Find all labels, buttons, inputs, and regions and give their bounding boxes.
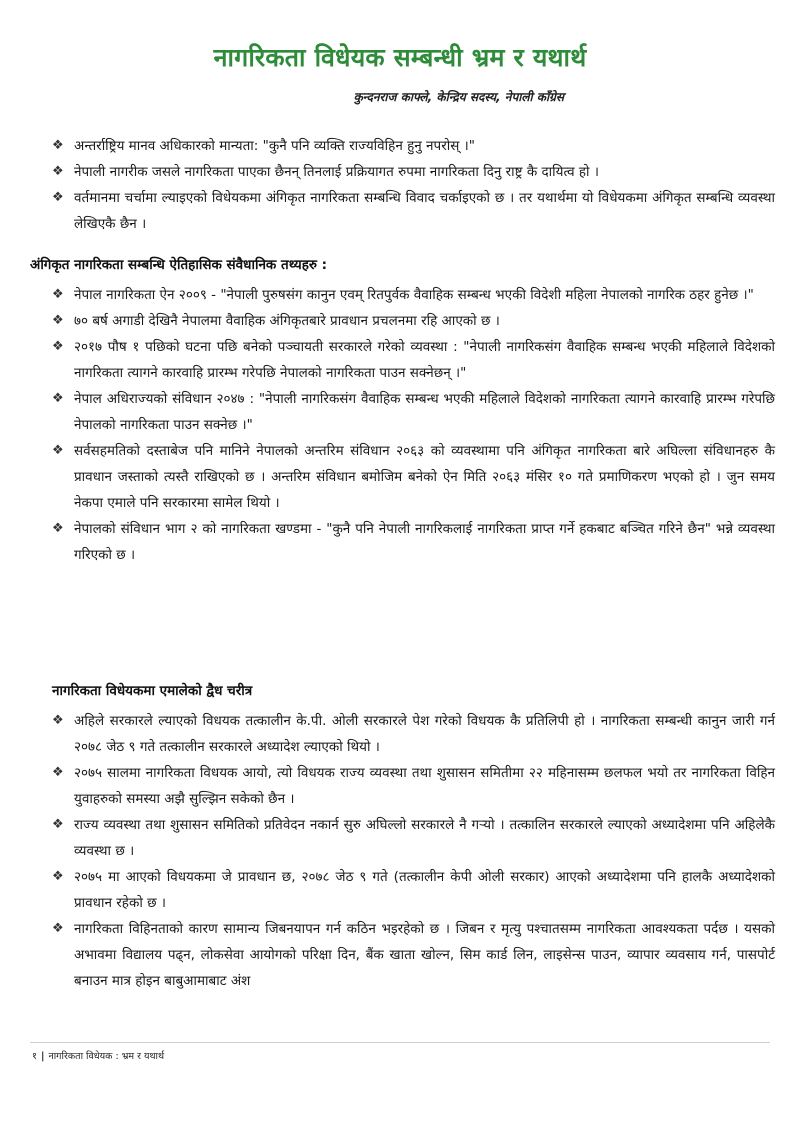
page-number: १ bbox=[32, 1051, 37, 1062]
diamond-bullet-icon: ❖ bbox=[52, 339, 64, 354]
list-item-text: नागरिकता विहिनताको कारण सामान्य जिबनयापन गर्न कठिन भइरहेको छ । जिबन र मृत्यु पश्चातसम्म नागरिकता आवश्यकता पर्दछ । यसको अभावमा विद्यालय पढ्न, लोकसेवा आयोगको परिक्षा दिन, बैंक खाता खोल्न, सिम कार्ड लिन, लाइसेन्स पाउन, व्यापार व्यवसाय गर्न, पासपोर्ट बनाउन मात्र होइन बाबुआमाबाट अंश bbox=[74, 921, 775, 989]
list-item-text: २०१७ पौष १ पछिको घटना पछि बनेको पञ्चायती सरकारले गरेको व्यवस्था : "नेपाली नागरिकसंग वैवाहिक सम्बन्ध भएकी महिलाले विदेशको नागरिकता त्यागने कारवाहि प्रारम्भ गरेपछि नेपालको नागरिकता पाउन सक्नेछन् ।" bbox=[74, 339, 775, 381]
list-item-text: २०७५ सालमा नागरिकता विधयक आयो, त्यो विधयक राज्य व्यवस्था तथा शुसासन समितीमा २२ महिनासम्म छलफल भयो तर नागरिकता विहिन युवाहरुको समस्या अझै सुल्झिन सकेको छैन । bbox=[74, 765, 775, 807]
list-item-text: वर्तमानमा चर्चामा ल्याइएको विधेयकमा अंगिकृत नागरिकता सम्बन्धि विवाद चर्काइएको छ । तर यथार्थमा यो विधेयकमा अंगिकृत सम्बन्धि व्यवस्था लेखिएकै छैन । bbox=[74, 190, 775, 232]
diamond-bullet-icon: ❖ bbox=[52, 313, 64, 328]
diamond-bullet-icon: ❖ bbox=[52, 391, 64, 406]
list-item-text: नेपाल अधिराज्यको संविधान २०४७ : "नेपाली नागरिकसंग वैवाहिक सम्बन्ध भएकी महिलाले विदेशको नागरिकता त्यागने कारवाहि प्रारम्भ गरेपछि नेपालको नागरिकता पाउन सक्नेछ ।" bbox=[74, 391, 775, 433]
list-item bbox=[40, 438, 775, 516]
list-item bbox=[40, 386, 775, 438]
list-item-text: नेपाली नागरीक जसले नागरिकता पाएका छैनन् तिनलाई प्रक्रियागत रुपमा नागरिकता दिनु राष्ट्र कै दायित्व हो । bbox=[74, 164, 599, 180]
intro-list bbox=[40, 133, 775, 237]
list-item-text: नेपाल नागरिकता ऐन २००९ - "नेपाली पुरुषसंग कानुन एवम् रितपुर्वक वैवाहिक सम्बन्ध भएकी विदेशी महिला नेपालको नागरिक ठहर हुनेछ ।" bbox=[74, 287, 754, 303]
list-item bbox=[40, 916, 775, 994]
page-footer bbox=[32, 1049, 164, 1062]
list-item bbox=[40, 159, 775, 185]
diamond-bullet-icon: ❖ bbox=[52, 869, 64, 884]
list-item bbox=[40, 864, 775, 916]
section-heading: नागरिकता विधेयकमा एमालेको द्वैध चरीत्र bbox=[52, 683, 253, 699]
list-item-text: अन्तर्राष्ट्रिय मानव अधिकारको मान्यता: "कुनै पनि व्यक्ति राज्यविहिन हुनु नपरोस् ।" bbox=[74, 138, 475, 154]
list-item-text: २०७५ मा आएको विधयकमा जे प्रावधान छ, २०७८ जेठ ९ गते (तत्कालीन केपी ओली सरकार) आएको अध्यादेशमा पनि हालकै अध्यादेशको प्रावधान रहेको छ । bbox=[74, 869, 775, 911]
list-item bbox=[40, 334, 775, 386]
list-item bbox=[40, 516, 775, 568]
diamond-bullet-icon: ❖ bbox=[52, 443, 64, 458]
list-item-text: ७० बर्ष अगाडी देखिनै नेपालमा वैवाहिक अंगिकृतबारे प्रावधान प्रचलनमा रहि आएको छ । bbox=[74, 313, 500, 329]
list-item-text: सर्वसहमतिको दस्ताबेज पनि मानिने नेपालको अन्तरिम संविधान २०६३ को व्यवस्थामा पनि अंगिकृत नागरिकता बारे अघिल्ला संविधानहरु कै प्रावधान जस्ताको त्यस्तै राखिएको छ । अन्तरिम संविधान बमोजिम बनेको ऐन मिति २०६३ मंसिर १० गते प्रमाणिकरण भएको हो । जुन समय नेकपा एमाले पनि सरकारमा सामेल थियो । bbox=[74, 443, 775, 511]
diamond-bullet-icon: ❖ bbox=[52, 817, 64, 832]
diamond-bullet-icon: ❖ bbox=[52, 765, 64, 780]
list-item-text: अहिले सरकारले ल्याएको विधयक तत्कालीन के.पी. ओली सरकारले पेश गरेको विधयक कै प्रतिलिपी हो । नागरिकता सम्बन्धी कानुन जारी गर्न २०७८ जेठ ९ गते तत्कालीन सरकारले अध्यादेश ल्याएको थियो । bbox=[74, 713, 775, 755]
list-item-text: राज्य व्यवस्था तथा शुसासन समितिको प्रतिवेदन नकार्न सुरु अघिल्लो सरकारले नै गऱ्यो । तत्कालिन सरकारले ल्याएको अध्यादेशमा पनि अहिलेकै व्यवस्था छ । bbox=[74, 817, 775, 859]
section1-list bbox=[40, 282, 775, 568]
diamond-bullet-icon: ❖ bbox=[52, 138, 64, 153]
list-item bbox=[40, 812, 775, 864]
list-item bbox=[40, 185, 775, 237]
diamond-bullet-icon: ❖ bbox=[52, 521, 64, 536]
author-line: कुन्दनराज काफ्ले, केन्द्रिय सदस्य, नेपाली काँग्रेस bbox=[353, 90, 564, 104]
list-item-text: नेपालको संविधान भाग २ को नागरिकता खण्डमा - "कुनै पनि नेपाली नागरिकलाई नागरिकता प्राप्त गर्ने हकबाट बञ्चित गरिने छैन" भन्ने व्यवस्था गरिएको छ । bbox=[74, 521, 775, 563]
list-item bbox=[40, 282, 775, 308]
list-item bbox=[40, 760, 775, 812]
list-item bbox=[40, 133, 775, 159]
diamond-bullet-icon: ❖ bbox=[52, 921, 64, 936]
diamond-bullet-icon: ❖ bbox=[52, 287, 64, 302]
diamond-bullet-icon: ❖ bbox=[52, 164, 64, 179]
document-title: नागरिकता विधेयक सम्बन्धी भ्रम र यथार्थ bbox=[213, 43, 587, 72]
footer-label: नागरिकता विधेयक : भ्रम र यथार्थ bbox=[48, 1051, 165, 1062]
list-item bbox=[40, 308, 775, 334]
diamond-bullet-icon: ❖ bbox=[52, 713, 64, 728]
diamond-bullet-icon: ❖ bbox=[52, 190, 64, 205]
section-heading: अंगिकृत नागरिकता सम्बन्धि ऐतिहासिक संवैधानिक तथ्यहरु : bbox=[30, 257, 328, 273]
list-item bbox=[40, 708, 775, 760]
section2-list bbox=[40, 708, 775, 994]
footer-separator: | bbox=[40, 1051, 45, 1062]
footer-divider bbox=[30, 1042, 770, 1043]
